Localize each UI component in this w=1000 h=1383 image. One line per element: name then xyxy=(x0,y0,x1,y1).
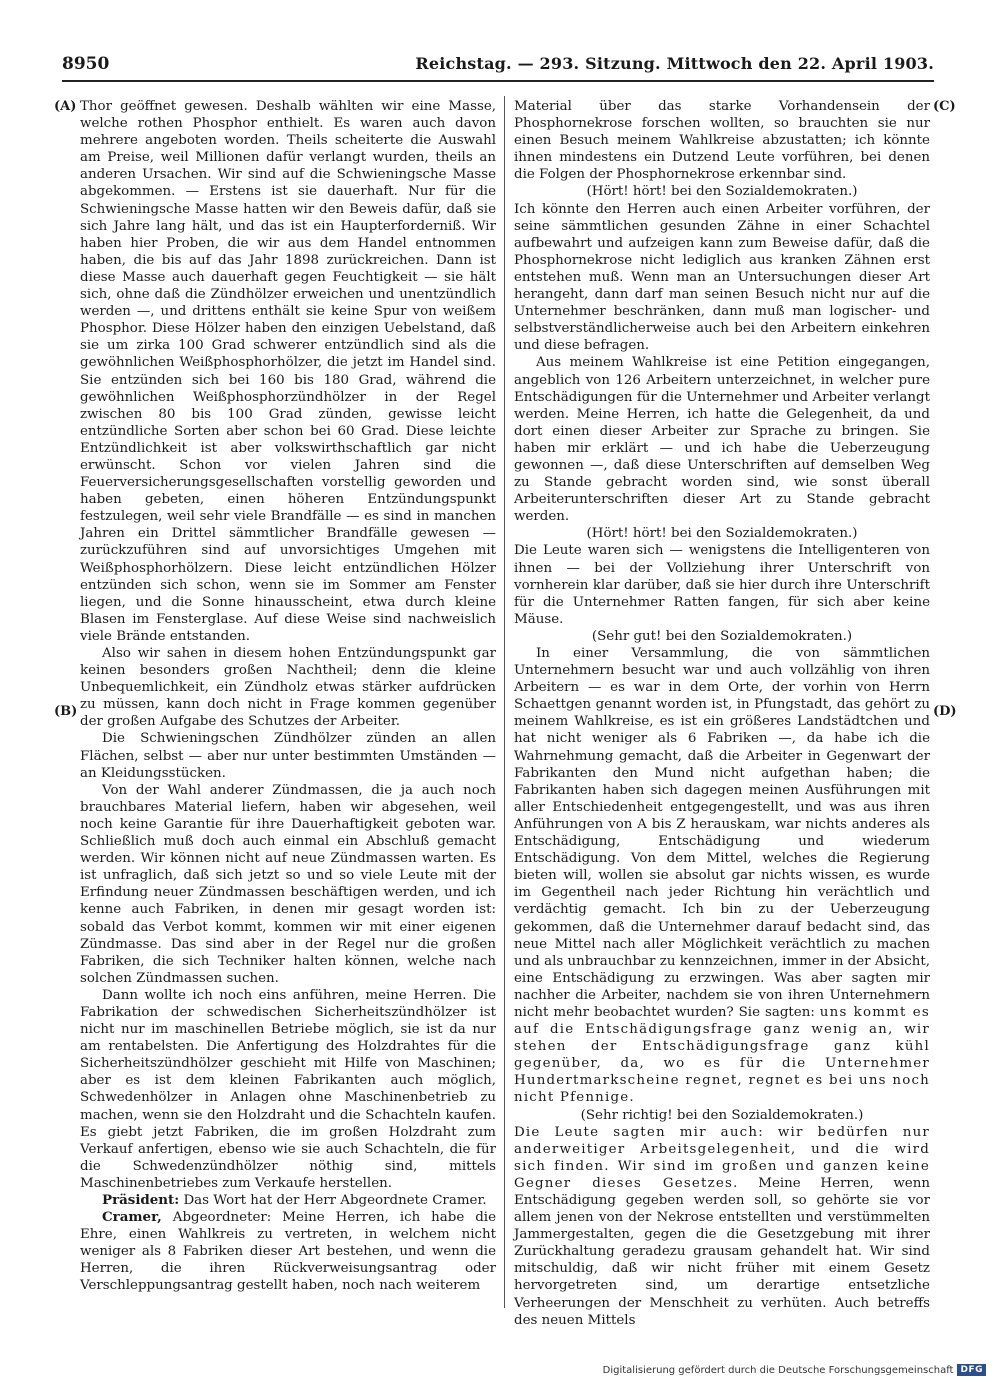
paragraph xyxy=(514,1124,930,1329)
speech-text: Abgeordneter: Meine Herren, ich habe die Ehre, einen Wahlkreis zu vertreten, in welchem nicht weniger als 8 Fabriken dieser Art bestehen, und wenn die Herren, die ihren Rückverweisungsantrag oder Verschleppungsantrag gestellt haben, noch nach weiterem xyxy=(80,1210,496,1294)
interjection: (Sehr gut! bei den Sozialdemokraten.) xyxy=(591,628,853,644)
interjection: (Hört! hört! bei den Sozialdemokraten.) xyxy=(586,526,858,542)
interjection: (Sehr richtig! bei den Sozialdemokraten.) xyxy=(580,1107,864,1123)
speaker-paragraph xyxy=(80,1209,496,1294)
spaced-quote: uns kommt es auf die Entschädigungsfrage ganz wenig an, wir stehen der Entschädigungsfrage ganz kühl gegenüber, da, wo es für die Unternehmer Hundertmarkscheine regnet, regnet es bei uns noch nicht Pfennige. xyxy=(514,1004,930,1106)
dfg-logo-icon: DFG xyxy=(957,1364,986,1376)
right-column xyxy=(514,98,930,1328)
paragraph: Dann wollte ich noch eins anführen, meine Herren. Die Fabrikation der schwedischen Sicherheitszündhölzer ist nicht nur im maschinellen Betriebe möglich, sie ist da nur am rentabelsten. Die Anfertigung des Holzdrahtes für die Sicherheitszündhölzer geschieht mit Hilfe von Maschinen; aber es ist dem kleinen Fabrikanten auch möglich, Schwedenhölzer in Anlagen ohne Maschinenbetrieb zu machen, wenn sie den Holzdraht und die Schachteln kaufen. Es giebt jetzt Fabriken, die im großen Holzdraht zum Verkauf anfertigen, ebenso wie sie auch Schachteln, die für die Schwedenzündhölzer nöthig sind, mittels Maschinenbetriebes zum Verkaufe herstellen. xyxy=(80,987,496,1191)
paragraph: Material über das starke Vorhandensein der Phosphornekrose forschen wollten, so brauchten sie nur einen Besuch meinem Wahlkreise abzustatten; ich könnte ihnen mindestens ein Dutzend Leute vorführen, bei denen die Folgen der Phosphornekrose erkennbar sind. xyxy=(514,99,930,183)
paragraph: Thor geöffnet gewesen. Deshalb wählten wir eine Masse, welche rothen Phosphor enthielt. Es waren auch davon mehrere angeboten worden. Theils scheiterte die Auswahl am Preise, weil Millionen dafür verlangt wurden, theils an anderen Ursachen. Wir sind auf die Schwieningsche Masse abgekommen. — Erstens ist sie dauerhaft. Nur für die Schwieningsche Masse hatten wir den Beweis dafür, daß sie sich Jahre lang hält, und das ist ein Haupterforderniß. Wir haben hier Proben, die wir aus dem Handel entnommen haben, die bis auf das Jahr 1898 zurückreichen. Dann ist diese Masse auch dauerhaft gegen Feuchtigkeit — sie hält sich, ohne daß die Zündhölzer erweichen und unentzündlich werden —, und drittens enthält sie keine Spur von weißem Phosphor. Diese Hölzer haben den einzigen Uebelstand, daß sie um zirka 100 Grad schwerer entzündlich sind als die gewöhnlichen Weißphosphorhölzer, die jetzt im Handel sind. Sie entzünden sich bei 160 bis 180 Grad, während die gewöhnlichen Weißphosphorzündhölzer in der Regel zwischen 80 bis 100 Grad zünden, gewisse leicht entzündliche Sorten aber schon bei 60 Grad. Diese leichte Entzündlichkeit ist aber volkswirthschaftlich gar nicht erwünscht. Schon vor vielen Jahren sind die Feuerversicherungsgesellschaften vorstellig geworden und haben gebeten, einen höheren Entzündungspunkt festzulegen, weil sehr viele Brandfälle — es sind in manchen Jahren ein Drittel sämmtlicher Brandfälle gewesen — zurückzuführen sind auf unvorsichtiges Umgehen mit Weißphosphorhölzern. Diese leicht entzündlichen Hölzer entzünden sich schon, wenn sie im Sommer am Fenster liegen, und die Sonne hinausscheint, etwa durch kleine Blasen im Fensterglase. Auf diese Weise sind nachweislich viele Brände entstanden. xyxy=(80,99,496,644)
paragraph: Die Schwieningschen Zündhölzer zünden an allen Flächen, selbst — aber nur unter bestimmten Umständen — an Kleidungsstücken. xyxy=(80,731,496,781)
margin-marker-c: (C) xyxy=(933,99,956,114)
column-divider xyxy=(504,96,505,1308)
footer-credit: Digitalisierung gefördert durch die Deutsche Forschungsgemeinschaft xyxy=(602,1364,954,1376)
interjection: (Hört! hört! bei den Sozialdemokraten.) xyxy=(586,184,858,200)
running-head: Reichstag. — 293. Sitzung. Mittwoch den 22. April 1903. xyxy=(415,54,934,73)
speech-text: Das Wort hat der Herr Abgeordnete Cramer. xyxy=(179,1193,487,1208)
speaker-name: Cramer, xyxy=(102,1209,162,1226)
paragraph-text: Meine Herren, wenn Entschädigung gegeben werden soll, so gehörte sie vor allem jenen von der Nekrose entstellten und verstümmelten Jammergestalten, gegen die die Gesetzgebung mit ihrer Zurückhaltung geradezu grausam gehandelt hat. Wir sind mitschuldig, daß wir nicht früher mit einem Gesetz hervorgetreten sind, um derartige entsetzliche Verheerungen der Menschheit zu verhüten. Auch betreffs des neuen Mittels xyxy=(514,1175,930,1328)
page-header xyxy=(62,52,934,82)
paragraph: Aus meinem Wahlkreise ist eine Petition eingegangen, angeblich von 126 Arbeitern unterzeichnet, in welcher pure Entschädigungen für die Unternehmer und Arbeiter verlangt werden. Meine Herren, ich hatte die Gelegenheit, da und dort einen dieser Arbeiter zur Sprache zu bringen. Sie haben mir erklärt — und ich habe die Ueberzeugung gewonnen —, daß diese Unterschriften auf demselben Weg zu Stande gebracht worden sind, wie sonst überall Arbeiterunterschriften dieser Art zu Stande gebracht werden. xyxy=(514,355,930,525)
margin-marker-d: (D) xyxy=(933,704,957,719)
margin-marker-a: (A) xyxy=(54,99,77,114)
paragraph xyxy=(514,645,930,1107)
paragraph: Die Leute waren sich — wenigstens die Intelligenteren von ihnen — bei der Vollziehung ihrer Unterschrift von vornherein klar darüber, daß sie hier durch ihre Unterschrift für die Unternehmer Ratten fangen, für sich aber keine Mäuse. xyxy=(514,543,930,627)
spaced-quote: Die Leute sagten mir auch: wir bedürfen nur anderweitiger Arbeitsgelegenheit, und die wird sich finden. Wir sind im großen und ganzen keine Gegner dieses Gesetzes. xyxy=(514,1124,930,1191)
paragraph-text: In einer Versammlung, die von sämmtlichen Unternehmern besucht war und auch vollzählig von ihren Arbeitern — es war in dem Orte, der vorhin von Herrn Schaettgen genannt worden ist, in Pfungstadt, das gehört zu meinem Wahlkreise, es ist ein größeres Landstädtchen und hat nicht weniger als 6 Fabriken —, da habe ich die Wahrnehmung gemacht, daß die Arbeiter in Gegenwart der Fabrikanten den Mund nicht aufgethan haben; die Fabrikanten haben sich dagegen meinen Ausführungen mit aller Entschiedenheit entgegengestellt, und was aus ihren Anführungen von A bis Z herauskam, war nichts anderes als Entschädigung, Entschädigung und wiederum Entschädigung. Von dem Mittel, welches die Regierung bieten will, wollen sie absolut gar nichts wissen, es wurde im Gegentheil nach jeder Richtung hin verächtlich und verdächtig gemacht. Ich bin zu der Ueberzeugung gekommen, daß die Unternehmer darauf bedacht sind, das neue Mittel nach aller Möglichkeit verächtlich zu machen und als unbrauchbar zu kennzeichnen, immer in der Absicht, eine Entschädigung zu erzwingen. Was aber sagten mir nachher die Arbeiter, nachdem sie von ihren Unternehmern nicht mehr beobachtet wurden? Sie sagten: xyxy=(514,646,930,1020)
margin-marker-b: (B) xyxy=(54,704,78,719)
left-column xyxy=(80,98,496,1308)
speaker-paragraph xyxy=(80,1192,496,1209)
paragraph: Ich könnte den Herren auch einen Arbeiter vorführen, der seine sämmtlichen gesunden Zähne in einer Schachtel aufbewahrt und aufzeigen kann zum Beweise dafür, daß die Phosphornekrose nicht lediglich aus kranken Zähnen erst entstehen muß. Wenn man an Untersuchungen dieser Art herangeht, dann darf man seinen Besuch nicht nur auf die Unternehmer beschränken, dann muß man logischer- und selbstverständlicherweise auch bei den Arbeitern einkehren und diese befragen. xyxy=(514,201,930,354)
footer xyxy=(603,1364,986,1376)
page-number: 8950 xyxy=(62,54,110,74)
paragraph: Von der Wahl anderer Zündmassen, die ja auch noch brauchbares Material liefern, haben wir abgesehen, weil noch keine Garantie für ihre Dauerhaftigkeit geboten war. Schließlich muß doch auch einmal ein Abschluß gemacht werden. Wir können nicht auf neue Zündmassen warten. Es ist unfraglich, daß sich jetzt so und so viele Leute mit der Erfindung neuer Zündmassen beschäftigen werden, und ich kenne auch Fabriken, in denen mir gesagt worden ist: sobald das Verbot kommt, kommen wir mit einer eigenen Zündmasse. Das sind aber in der Regel nur die großen Fabriken, die sich Techniker halten können, welche nach solchen Zündmassen suchen. xyxy=(80,782,496,986)
speaker-name: Präsident: xyxy=(102,1192,180,1208)
paragraph: Also wir sahen in diesem hohen Entzündungspunkt gar keinen besonders großen Nachtheil; denn die kleine Unbequemlichkeit, ein Zündholz etwas stärker aufdrücken zu müssen, kann doch nicht in Frage kommen gegenüber der großen Aufgabe des Schutzes der Arbeiter. xyxy=(80,646,496,730)
